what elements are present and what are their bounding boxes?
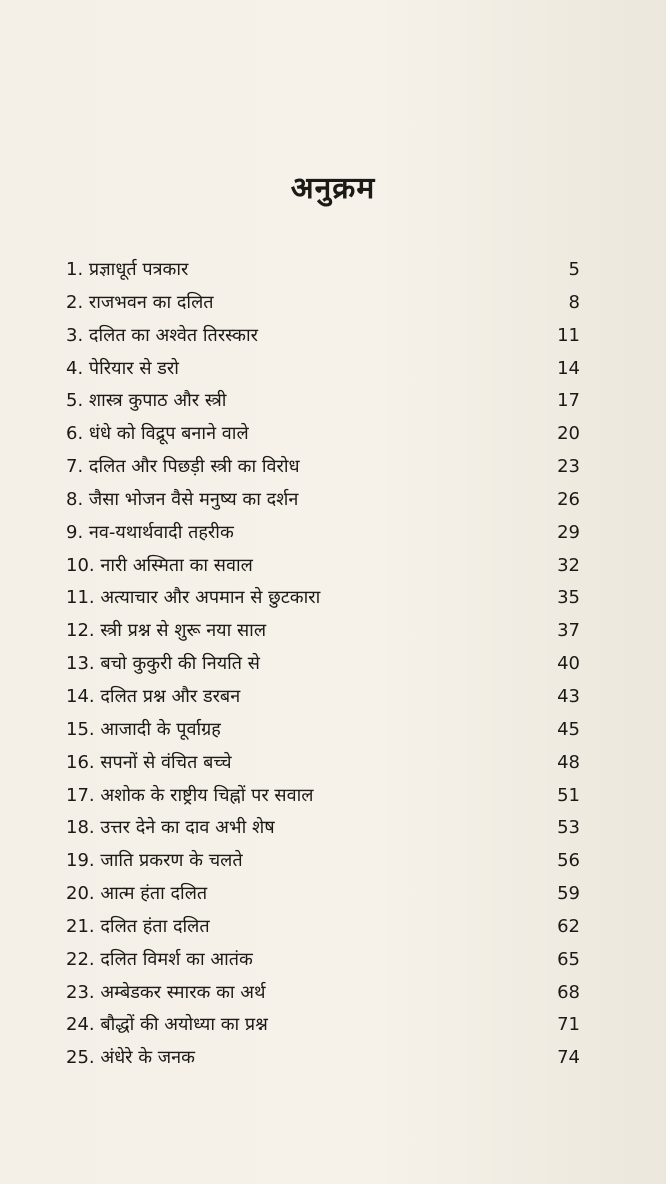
toc-entry-title: 9. नव-यथार्थवादी तहरीक <box>66 521 234 543</box>
toc-entry <box>66 451 580 484</box>
toc-entry <box>66 911 580 944</box>
page-title: अनुक्रम <box>290 171 376 206</box>
toc-entry-page-number: 8 <box>568 291 580 313</box>
toc-entry-title: 7. दलित और पिछड़ी स्त्री का विरोध <box>66 456 300 478</box>
toc-entry-page-number: 32 <box>557 554 580 576</box>
toc-entry <box>66 353 580 386</box>
toc-entry-page-number: 23 <box>557 456 580 478</box>
toc-entry-title: 21. दलित हंता दलित <box>66 915 210 937</box>
toc-entry-title: 14. दलित प्रश्न और डरबन <box>66 685 241 707</box>
toc-entry <box>66 648 580 681</box>
toc-entry-title: 11. अत्याचार और अपमान से छुटकारा <box>66 587 321 609</box>
toc-entry-title: 1. प्रज्ञाधूर्त पत्रकार <box>66 259 189 280</box>
toc-entry-title: 12. स्त्री प्रश्न से शुरू नया साल <box>66 620 267 642</box>
toc-entry-page-number: 71 <box>557 1014 580 1036</box>
toc-entry-page-number: 35 <box>557 587 580 609</box>
toc-entry <box>66 812 580 845</box>
toc-entry <box>66 977 580 1010</box>
toc-entry-page-number: 40 <box>557 653 580 675</box>
toc-entry-title: 15. आजादी के पूर्वाग्रह <box>66 718 221 740</box>
toc-entry <box>66 714 580 747</box>
toc-entry-page-number: 51 <box>557 784 580 806</box>
toc-entry <box>66 550 580 583</box>
toc-entry-page-number: 53 <box>557 817 580 839</box>
toc-entry <box>66 1042 580 1075</box>
toc-entry <box>66 517 580 550</box>
toc-entry-page-number: 68 <box>557 981 580 1003</box>
toc-entry <box>66 320 580 353</box>
toc-entry-page-number: 62 <box>557 915 580 937</box>
toc-entry-page-number: 26 <box>557 488 580 510</box>
toc-entry-page-number: 59 <box>557 883 580 905</box>
toc-entry-title: 4. पेरियार से डरो <box>66 357 179 379</box>
toc-entry <box>66 254 580 287</box>
table-of-contents <box>66 254 580 1075</box>
toc-entry-title: 18. उत्तर देने का दाव अभी शेष <box>66 817 275 839</box>
toc-entry-title: 24. बौद्धों की अयोध्या का प्रश्न <box>66 1014 268 1036</box>
toc-entry-title: 10. नारी अस्मिता का सवाल <box>66 554 253 576</box>
toc-entry-page-number: 43 <box>557 685 580 707</box>
toc-entry-page-number: 5 <box>568 259 580 280</box>
toc-entry-title: 6. धंधे को विद्रूप बनाने वाले <box>66 423 249 445</box>
toc-entry-page-number: 37 <box>557 620 580 642</box>
toc-entry-title: 8. जैसा भोजन वैसे मनुष्य का दर्शन <box>66 488 299 510</box>
toc-entry <box>66 287 580 320</box>
toc-entry-page-number: 29 <box>557 521 580 543</box>
toc-entry-page-number: 45 <box>557 718 580 740</box>
toc-entry-title: 3. दलित का अश्वेत तिरस्कार <box>66 324 259 346</box>
toc-entry <box>66 418 580 451</box>
toc-entry-title: 2. राजभवन का दलित <box>66 291 214 313</box>
toc-entry-title: 16. सपनों से वंचित बच्चे <box>66 751 232 773</box>
toc-entry <box>66 780 580 813</box>
toc-entry-page-number: 48 <box>557 751 580 773</box>
toc-entry-title: 25. अंधेरे के जनक <box>66 1047 195 1069</box>
toc-entry <box>66 747 580 780</box>
toc-entry-page-number: 74 <box>557 1047 580 1069</box>
toc-entry-title: 23. अम्बेडकर स्मारक का अर्थ <box>66 981 266 1003</box>
toc-entry-title: 22. दलित विमर्श का आतंक <box>66 948 253 970</box>
toc-entry-page-number: 56 <box>557 850 580 872</box>
toc-entry <box>66 615 580 648</box>
toc-entry-title: 5. शास्त्र कुपाठ और स्त्री <box>66 390 227 412</box>
toc-entry-title: 17. अशोक के राष्ट्रीय चिह्नों पर सवाल <box>66 784 314 806</box>
toc-entry-page-number: 65 <box>557 948 580 970</box>
toc-entry-page-number: 11 <box>557 324 580 346</box>
toc-entry <box>66 385 580 418</box>
toc-entry <box>66 845 580 878</box>
toc-entry-page-number: 14 <box>557 357 580 379</box>
toc-entry-title: 19. जाति प्रकरण के चलते <box>66 850 243 872</box>
toc-entry <box>66 1009 580 1042</box>
toc-entry <box>66 582 580 615</box>
toc-entry <box>66 484 580 517</box>
toc-entry-page-number: 20 <box>557 423 580 445</box>
toc-entry <box>66 878 580 911</box>
toc-entry <box>66 681 580 714</box>
toc-entry-page-number: 17 <box>557 390 580 412</box>
toc-entry-title: 20. आत्म हंता दलित <box>66 883 208 905</box>
toc-entry <box>66 944 580 977</box>
toc-entry-title: 13. बचो कुकुरी की नियति से <box>66 653 260 675</box>
